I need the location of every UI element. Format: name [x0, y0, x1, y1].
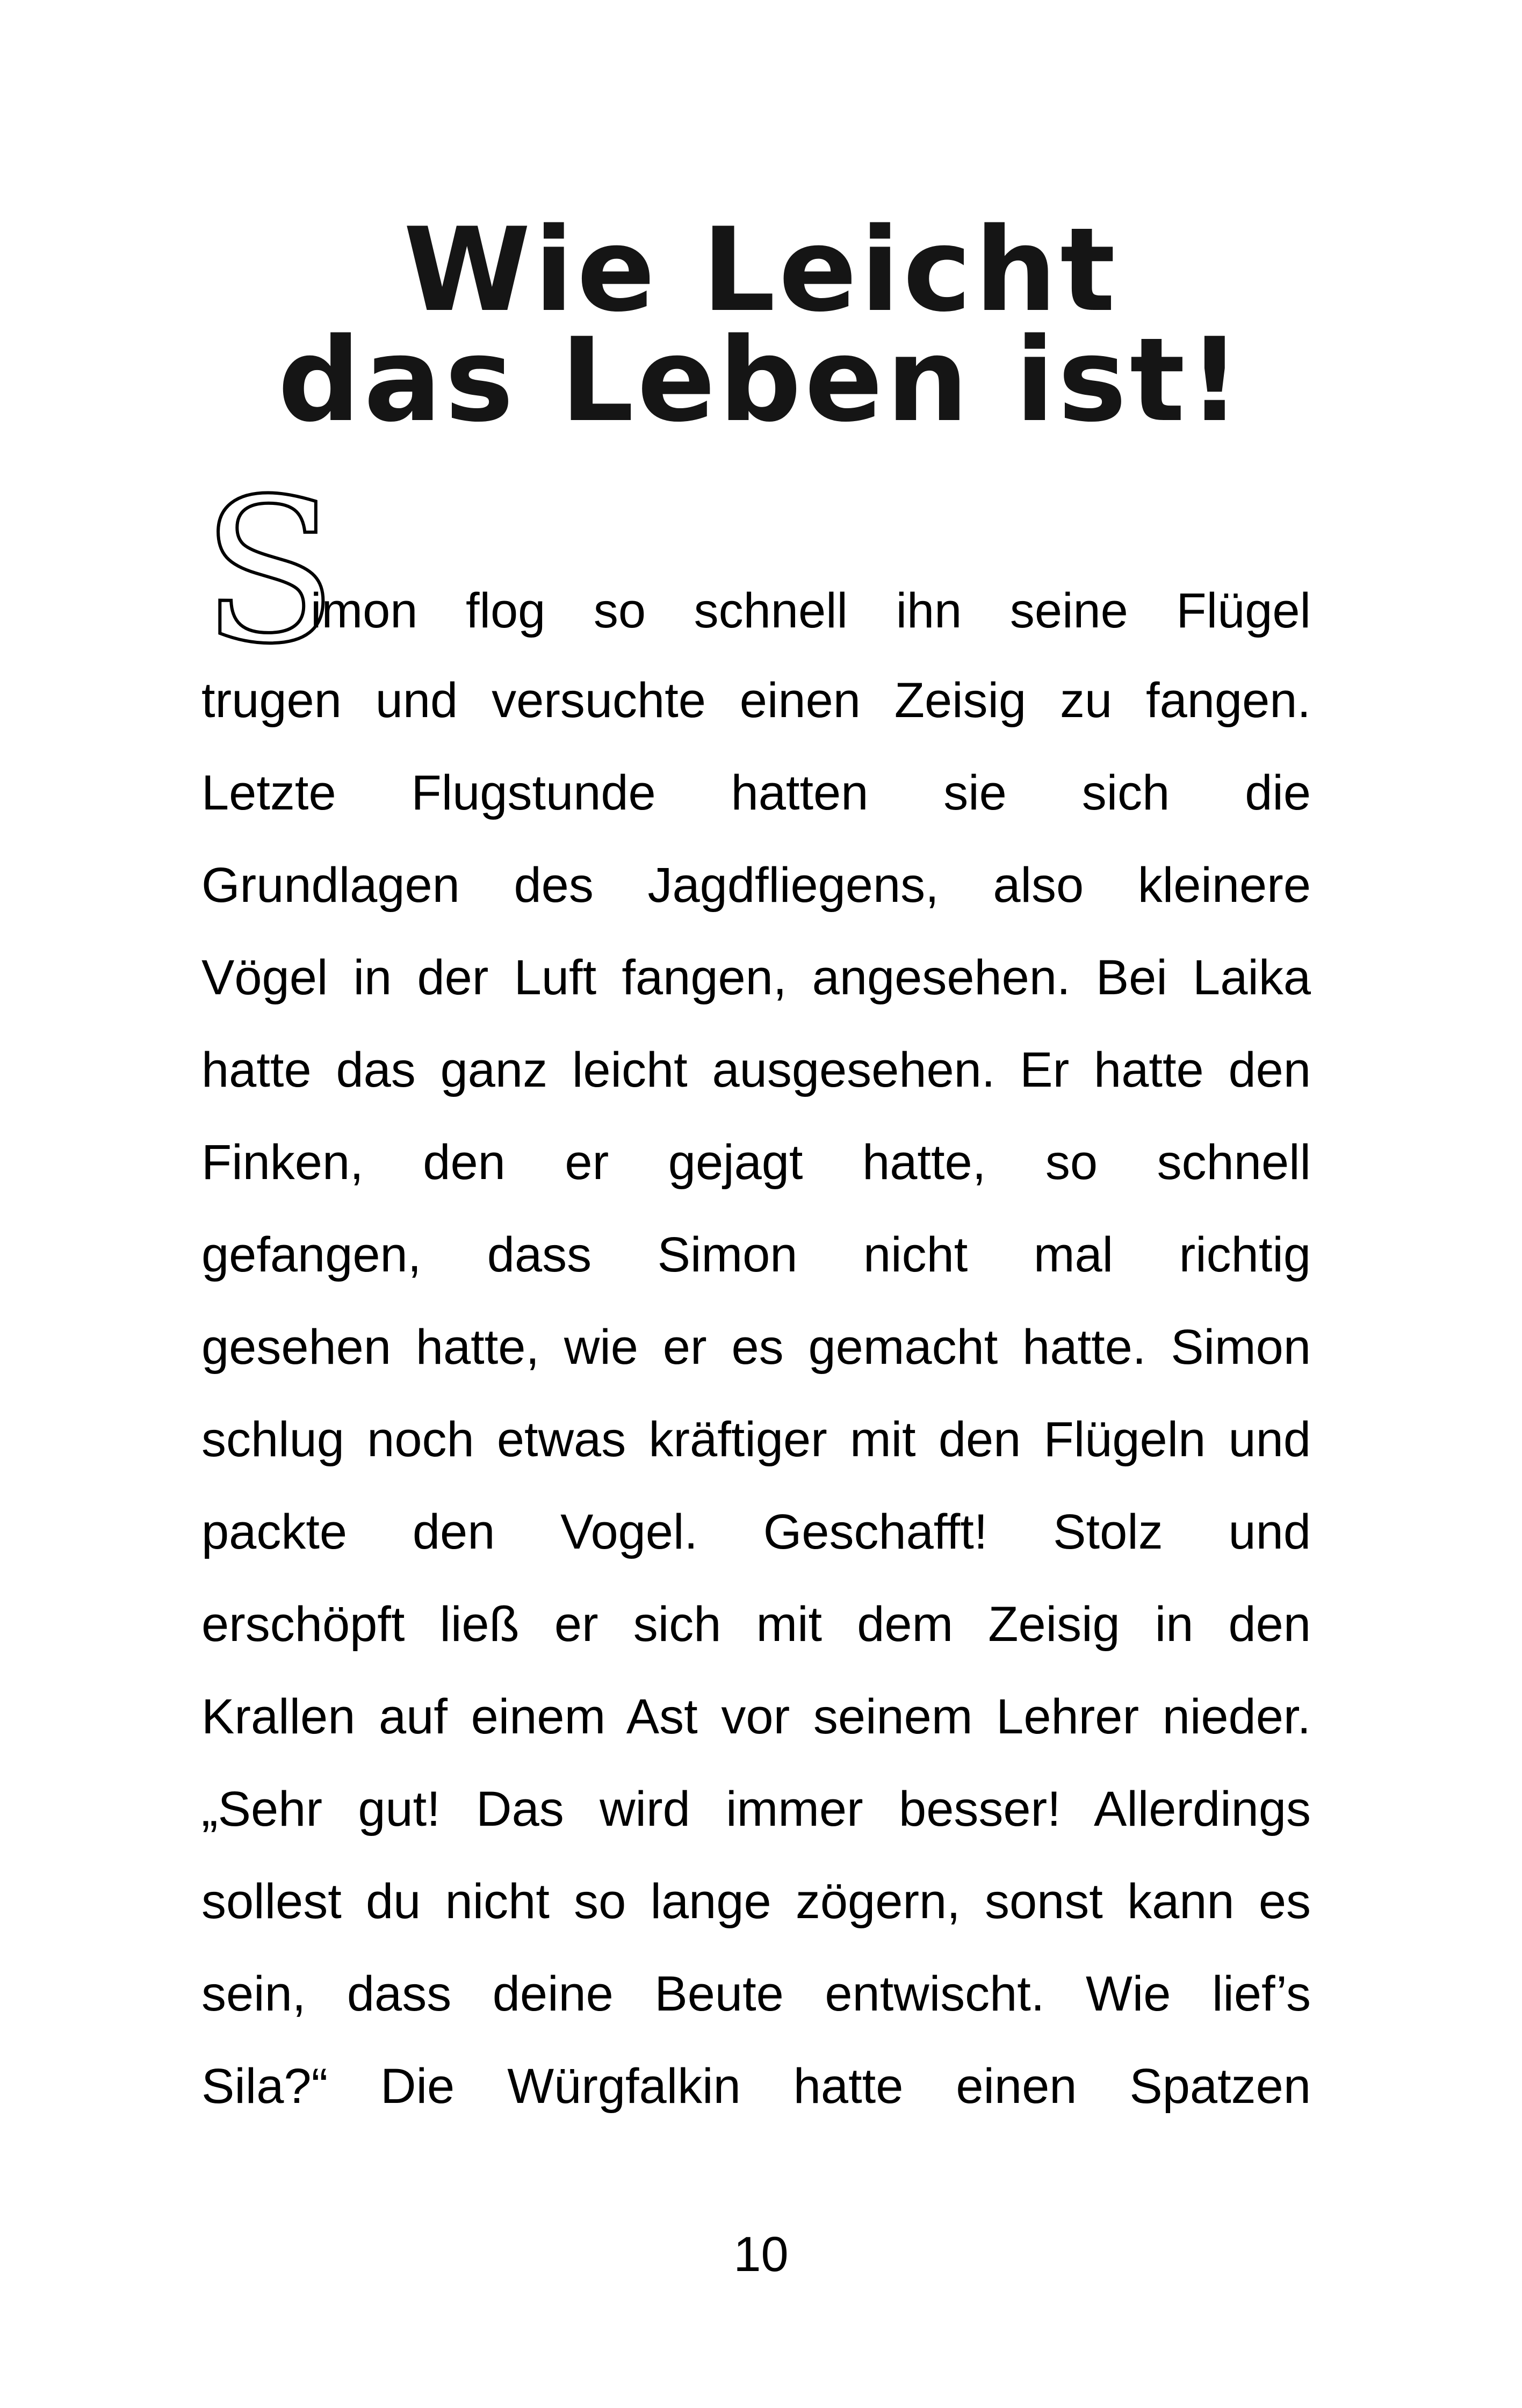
chapter-title-line-2: das Leben ist!: [278, 313, 1244, 447]
text-line: Finken, den er gejagt hatte, so schnell: [201, 1135, 1311, 1190]
text-line: Krallen auf einem Ast vor seinem Lehrer nieder.: [201, 1689, 1311, 1744]
text-line: packte den Vogel. Geschafft! Stolz und: [201, 1505, 1311, 1559]
text-line: Letzte Flugstunde hatten sie sich die: [201, 765, 1311, 820]
chapter-title-line-1: Wie Leicht: [403, 203, 1119, 337]
text-line: gesehen hatte, wie er es gemacht hatte. Simon: [201, 1320, 1311, 1375]
text-line: Vögel in der Luft fangen, angesehen. Bei Laika: [201, 950, 1311, 1005]
text-line: gefangen, dass Simon nicht mal richtig: [201, 1227, 1311, 1282]
text-line: „Sehr gut! Das wird immer besser! Allerdings: [201, 1782, 1311, 1836]
text-line: sollest du nicht so lange zögern, sonst kann es: [201, 1874, 1311, 1929]
text-line: sein, dass deine Beute entwischt. Wie lief’s: [201, 1966, 1311, 2021]
text-line-first: imon flog so schnell ihn seine Flügel: [311, 583, 1311, 638]
text-line: schlug noch etwas kräftiger mit den Flügeln und: [201, 1412, 1311, 1467]
text-line: erschöpft ließ er sich mit dem Zeisig in den: [201, 1597, 1311, 1652]
text-line: trugen und versuchte einen Zeisig zu fangen.: [201, 673, 1311, 728]
text-line: Grundlagen des Jagdfliegens, also kleinere: [201, 858, 1311, 913]
text-line: Sila?“ Die Würgfalkin hatte einen Spatzen: [201, 2059, 1311, 2114]
text-line: hatte das ganz leicht ausgesehen. Er hatte den: [201, 1043, 1311, 1097]
drop-cap: S: [201, 457, 338, 688]
page-number: 10: [733, 2227, 789, 2282]
